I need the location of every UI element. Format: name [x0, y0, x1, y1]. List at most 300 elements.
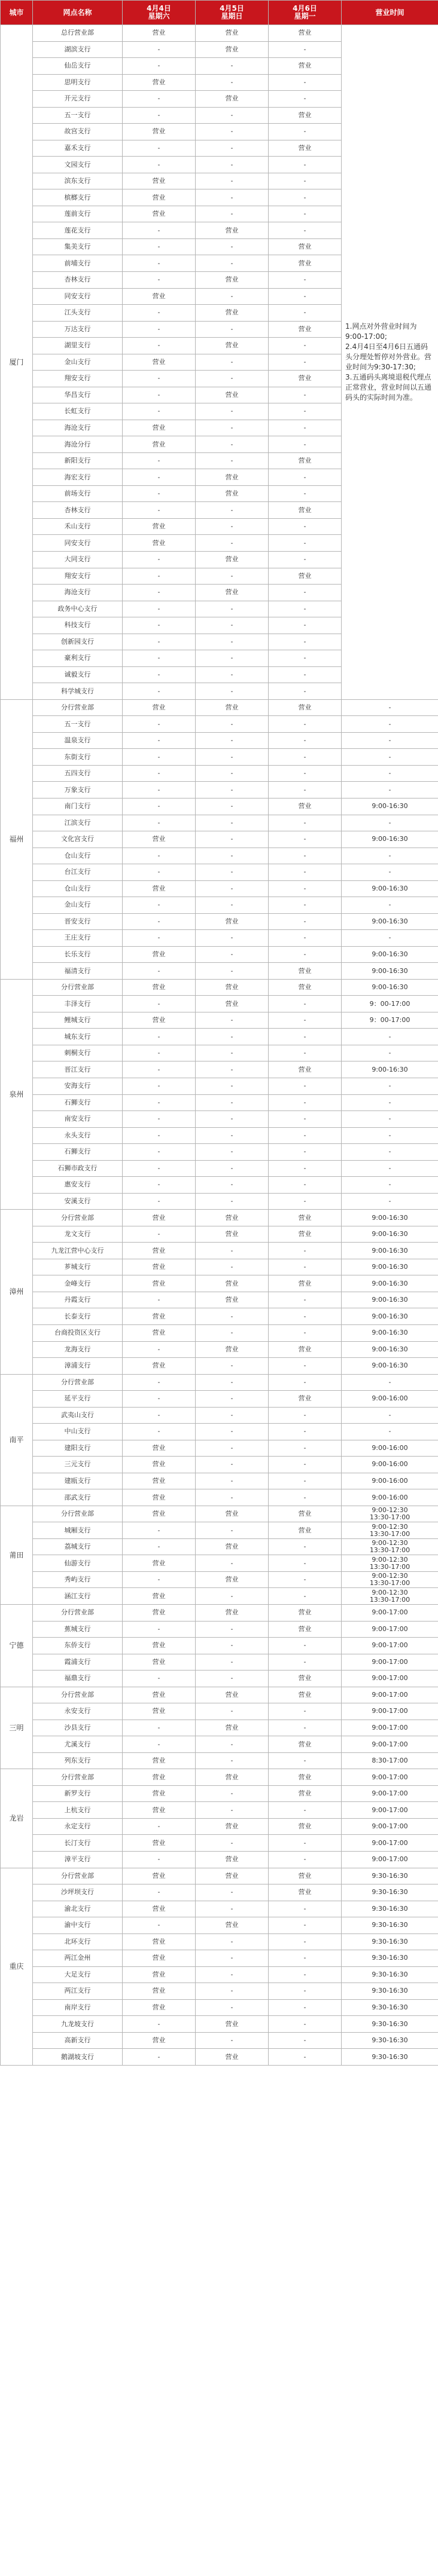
- apr5-status-cell: 营业: [196, 979, 269, 996]
- business-hours-cell: 9:00-16:30: [342, 1210, 438, 1226]
- business-hours-cell: 9:00-16:30: [342, 798, 438, 815]
- business-hours-cell: 9:00-17:00: [342, 1769, 438, 1786]
- table-row: [1, 1177, 438, 1194]
- header-apr4-weekday: 星期六: [148, 12, 170, 20]
- header-apr5-date: 4月5日: [220, 4, 244, 13]
- branch-name-cell: 海宏支行: [33, 469, 123, 486]
- apr4-status-cell: -: [123, 601, 196, 617]
- apr4-status-cell: -: [123, 1078, 196, 1095]
- apr4-status-cell: -: [123, 864, 196, 881]
- business-hours-cell: -: [342, 897, 438, 914]
- apr6-status-cell: -: [269, 1654, 342, 1671]
- apr4-status-cell: -: [123, 749, 196, 766]
- apr4-status-cell: -: [123, 782, 196, 799]
- apr4-status-cell: 营业: [123, 1654, 196, 1671]
- apr4-status-cell: 营业: [123, 831, 196, 848]
- apr5-status-cell: -: [196, 452, 269, 469]
- branch-name-cell: 华昌支行: [33, 387, 123, 403]
- branch-name-cell: 嘉禾支行: [33, 140, 123, 157]
- table-row: [1, 1736, 438, 1753]
- apr4-status-cell: 营业: [123, 420, 196, 436]
- table-row: [1, 996, 438, 1012]
- business-hours-cell: 9:30-16:30: [342, 1950, 438, 1967]
- apr4-status-cell: -: [123, 1292, 196, 1308]
- apr6-status-cell: -: [269, 173, 342, 189]
- branch-name-cell: 城东支行: [33, 1029, 123, 1045]
- table-row: [1, 1193, 438, 1210]
- branch-name-cell: 长虹支行: [33, 403, 123, 420]
- table-row: [1, 880, 438, 897]
- table-row: [1, 699, 438, 716]
- business-hours-cell: -: [342, 1111, 438, 1128]
- apr4-status-cell: -: [123, 1341, 196, 1358]
- branch-name-cell: 万象支行: [33, 782, 123, 799]
- apr6-status-cell: -: [269, 1901, 342, 1917]
- business-hours-cell: 9:00-12:30 13:30-17:00: [342, 1571, 438, 1588]
- apr4-status-cell: 营业: [123, 1555, 196, 1572]
- apr5-status-cell: 营业: [196, 1720, 269, 1736]
- apr6-status-cell: -: [269, 1802, 342, 1819]
- apr4-status-cell: 营业: [123, 1605, 196, 1622]
- business-hours-cell: -: [342, 1193, 438, 1210]
- apr6-status-cell: -: [269, 1374, 342, 1391]
- business-hours-cell: 9:00-17:00: [342, 1605, 438, 1622]
- branch-name-cell: 分行营业部: [33, 699, 123, 716]
- table-row: [1, 1901, 438, 1917]
- header-apr4-date: 4月4日: [147, 4, 171, 13]
- apr4-status-cell: 营业: [123, 1588, 196, 1605]
- branch-name-cell: 秀屿支行: [33, 1571, 123, 1588]
- apr4-status-cell: -: [123, 1177, 196, 1194]
- apr6-status-cell: 营业: [269, 1868, 342, 1884]
- table-row: [1, 1226, 438, 1243]
- apr6-status-cell: 营业: [269, 58, 342, 75]
- apr5-status-cell: -: [196, 1440, 269, 1457]
- apr4-status-cell: -: [123, 1720, 196, 1736]
- apr4-status-cell: 营业: [123, 25, 196, 42]
- apr4-status-cell: -: [123, 913, 196, 930]
- apr6-status-cell: -: [269, 518, 342, 535]
- apr6-status-cell: -: [269, 1324, 342, 1341]
- business-hours-cell: -: [342, 1094, 438, 1111]
- apr6-status-cell: 营业: [269, 963, 342, 980]
- apr4-status-cell: 营业: [123, 1012, 196, 1029]
- apr4-status-cell: -: [123, 469, 196, 486]
- apr4-status-cell: 营业: [123, 1210, 196, 1226]
- apr6-status-cell: -: [269, 189, 342, 206]
- table-row: [1, 1012, 438, 1029]
- apr4-status-cell: 营业: [123, 1950, 196, 1967]
- branch-name-cell: 政务中心支行: [33, 601, 123, 617]
- apr4-status-cell: 营业: [123, 1324, 196, 1341]
- business-hours-cell: -: [342, 699, 438, 716]
- apr6-status-cell: -: [269, 1752, 342, 1769]
- business-hours-cell: 9:00-16:30: [342, 831, 438, 848]
- city-cell: 三明: [1, 1687, 33, 1769]
- branch-name-cell: 海沧支行: [33, 420, 123, 436]
- apr5-status-cell: -: [196, 1160, 269, 1177]
- business-hours-cell: -: [342, 864, 438, 881]
- apr5-status-cell: -: [196, 946, 269, 963]
- apr5-status-cell: 营业: [196, 1917, 269, 1934]
- apr4-status-cell: 营业: [123, 1999, 196, 2016]
- apr6-status-cell: -: [269, 124, 342, 140]
- apr5-status-cell: -: [196, 1374, 269, 1391]
- branch-name-cell: 集美支行: [33, 238, 123, 255]
- branch-name-cell: 武夷山支行: [33, 1407, 123, 1424]
- table-row: [1, 1687, 438, 1703]
- table-row: [1, 1605, 438, 1622]
- city-cell: 厦门: [1, 25, 33, 700]
- city-cell: 福州: [1, 699, 33, 979]
- apr4-status-cell: 营业: [123, 1769, 196, 1786]
- apr6-status-cell: -: [269, 74, 342, 91]
- business-hours-cell: 9:00-16:30: [342, 913, 438, 930]
- apr5-status-cell: 营业: [196, 25, 269, 42]
- apr6-status-cell: -: [269, 1835, 342, 1852]
- apr4-status-cell: -: [123, 387, 196, 403]
- branch-name-cell: 尤溪支行: [33, 1736, 123, 1753]
- apr6-status-cell: -: [269, 1292, 342, 1308]
- apr4-status-cell: -: [123, 1818, 196, 1835]
- branch-name-cell: 台商投资区支行: [33, 1324, 123, 1341]
- apr6-status-cell: 营业: [269, 1061, 342, 1078]
- apr4-status-cell: -: [123, 1144, 196, 1161]
- apr5-status-cell: -: [196, 650, 269, 667]
- table-row: [1, 782, 438, 799]
- table-row: [1, 1160, 438, 1177]
- apr6-status-cell: -: [269, 1160, 342, 1177]
- branch-name-cell: 列东支行: [33, 1752, 123, 1769]
- business-hours-cell: 9:00-17:00: [342, 1671, 438, 1687]
- apr4-status-cell: -: [123, 650, 196, 667]
- apr5-status-cell: -: [196, 518, 269, 535]
- business-hours-cell: 9:00-16:30: [342, 1324, 438, 1341]
- apr4-status-cell: 营业: [123, 1983, 196, 2000]
- apr4-status-cell: 营业: [123, 979, 196, 996]
- business-hours-cell: 9:30-16:30: [342, 1999, 438, 2016]
- apr5-status-cell: -: [196, 1144, 269, 1161]
- apr6-status-cell: -: [269, 617, 342, 634]
- apr4-status-cell: 营业: [123, 1358, 196, 1375]
- apr6-status-cell: -: [269, 1078, 342, 1095]
- table-row: [1, 1358, 438, 1375]
- branch-name-cell: 前场支行: [33, 485, 123, 502]
- apr6-status-cell: -: [269, 634, 342, 650]
- business-hours-cell: -: [342, 716, 438, 733]
- apr4-status-cell: 营业: [123, 1308, 196, 1325]
- branch-name-cell: 南门支行: [33, 798, 123, 815]
- apr5-status-cell: -: [196, 1061, 269, 1078]
- apr5-status-cell: -: [196, 1243, 269, 1259]
- apr5-status-cell: -: [196, 880, 269, 897]
- apr5-status-cell: -: [196, 1029, 269, 1045]
- apr6-status-cell: -: [269, 848, 342, 864]
- table-row: [1, 1324, 438, 1341]
- business-hours-cell: 9:00-16:30: [342, 1308, 438, 1325]
- table-row: [1, 1868, 438, 1884]
- header-apr6-weekday: 星期一: [294, 12, 316, 20]
- apr5-status-cell: -: [196, 238, 269, 255]
- apr4-status-cell: -: [123, 634, 196, 650]
- apr6-status-cell: -: [269, 1489, 342, 1506]
- apr4-status-cell: -: [123, 1884, 196, 1901]
- business-hours-cell: 9:30-16:30: [342, 2049, 438, 2066]
- apr4-status-cell: -: [123, 140, 196, 157]
- apr4-status-cell: -: [123, 765, 196, 782]
- branch-name-cell: 大同支行: [33, 552, 123, 568]
- table-row: [1, 1424, 438, 1440]
- branch-name-cell: 诚毅支行: [33, 666, 123, 683]
- branch-name-cell: 石狮支行: [33, 1144, 123, 1161]
- apr4-status-cell: -: [123, 2049, 196, 2066]
- apr6-status-cell: 营业: [269, 502, 342, 519]
- branch-name-cell: 温泉支行: [33, 732, 123, 749]
- apr5-status-cell: -: [196, 782, 269, 799]
- apr6-status-cell: 营业: [269, 699, 342, 716]
- table-row: [1, 1654, 438, 1671]
- business-hours-cell: -: [342, 1045, 438, 1061]
- business-hours-cell: 9:00-17:00: [342, 1736, 438, 1753]
- apr4-status-cell: 营业: [123, 1802, 196, 1819]
- apr6-status-cell: -: [269, 354, 342, 371]
- branch-name-cell: 安海支行: [33, 1078, 123, 1095]
- table-row: [1, 1457, 438, 1473]
- apr5-status-cell: 营业: [196, 485, 269, 502]
- branch-name-cell: 上杭支行: [33, 1802, 123, 1819]
- apr6-status-cell: -: [269, 1473, 342, 1489]
- apr5-status-cell: -: [196, 749, 269, 766]
- apr4-status-cell: 营业: [123, 124, 196, 140]
- branch-name-cell: 仙游支行: [33, 1555, 123, 1572]
- apr5-status-cell: -: [196, 1555, 269, 1572]
- business-hours-cell: -: [342, 1424, 438, 1440]
- branch-name-cell: 惠安支行: [33, 1177, 123, 1194]
- business-hours-cell: 9:00-16:30: [342, 880, 438, 897]
- branch-name-cell: 芗城支行: [33, 1259, 123, 1275]
- apr6-status-cell: -: [269, 1720, 342, 1736]
- business-hours-cell: 9:00-17:00: [342, 1638, 438, 1654]
- business-hours-cell: 9:00-12:30 13:30-17:00: [342, 1538, 438, 1555]
- apr4-status-cell: -: [123, 305, 196, 322]
- apr6-status-cell: 营业: [269, 1884, 342, 1901]
- apr5-status-cell: -: [196, 815, 269, 831]
- table-row: [1, 1259, 438, 1275]
- table-row: [1, 1555, 438, 1572]
- apr5-status-cell: -: [196, 1785, 269, 1802]
- apr4-status-cell: -: [123, 58, 196, 75]
- business-hours-cell: 9:00-17:00: [342, 1687, 438, 1703]
- branch-name-cell: 高新支行: [33, 2032, 123, 2049]
- apr4-status-cell: -: [123, 502, 196, 519]
- apr4-status-cell: -: [123, 930, 196, 947]
- apr5-status-cell: -: [196, 1950, 269, 1967]
- table-row: [1, 765, 438, 782]
- apr5-status-cell: -: [196, 666, 269, 683]
- apr4-status-cell: -: [123, 1061, 196, 1078]
- apr5-status-cell: -: [196, 1588, 269, 1605]
- branch-name-cell: 三元支行: [33, 1457, 123, 1473]
- apr5-status-cell: 营业: [196, 913, 269, 930]
- apr6-status-cell: -: [269, 897, 342, 914]
- apr4-status-cell: -: [123, 897, 196, 914]
- apr4-status-cell: -: [123, 1374, 196, 1391]
- apr5-status-cell: -: [196, 1308, 269, 1325]
- apr6-status-cell: -: [269, 2016, 342, 2033]
- branch-name-cell: 九龙坡支行: [33, 2016, 123, 2033]
- business-hours-cell: -: [342, 782, 438, 799]
- apr4-status-cell: 营业: [123, 436, 196, 453]
- branch-name-cell: 东侨支行: [33, 1638, 123, 1654]
- branch-name-cell: 建阳支行: [33, 1440, 123, 1457]
- branch-name-cell: 丰泽支行: [33, 996, 123, 1012]
- apr4-status-cell: -: [123, 1094, 196, 1111]
- branch-name-cell: 鹅湖坡支行: [33, 2049, 123, 2066]
- apr4-status-cell: -: [123, 485, 196, 502]
- branch-name-cell: 分行营业部: [33, 1687, 123, 1703]
- apr4-status-cell: 营业: [123, 206, 196, 222]
- apr5-status-cell: -: [196, 1324, 269, 1341]
- apr6-status-cell: -: [269, 288, 342, 305]
- table-row: [1, 2032, 438, 2049]
- branch-name-cell: 创新园支行: [33, 634, 123, 650]
- business-hours-cell: 9:00-17:00: [342, 1835, 438, 1852]
- apr5-status-cell: -: [196, 58, 269, 75]
- table-row: [1, 1671, 438, 1687]
- apr6-status-cell: -: [269, 1111, 342, 1128]
- business-hours-cell: 9:00-16:30: [342, 1226, 438, 1243]
- apr6-status-cell: -: [269, 683, 342, 700]
- branch-name-cell: 蕉城支行: [33, 1621, 123, 1638]
- business-hours-cell: 9:00-12:30 13:30-17:00: [342, 1506, 438, 1522]
- apr5-status-cell: -: [196, 634, 269, 650]
- apr4-status-cell: 营业: [123, 173, 196, 189]
- apr5-status-cell: -: [196, 831, 269, 848]
- branch-name-cell: 杏林支行: [33, 271, 123, 288]
- business-hours-cell: 9:00-17:00: [342, 1654, 438, 1671]
- apr6-status-cell: 营业: [269, 1522, 342, 1539]
- apr4-status-cell: -: [123, 238, 196, 255]
- apr5-status-cell: -: [196, 1473, 269, 1489]
- business-hours-cell: 9:30-16:30: [342, 1966, 438, 1983]
- apr6-status-cell: -: [269, 1012, 342, 1029]
- table-row: [1, 1094, 438, 1111]
- branch-name-cell: 江滨支行: [33, 815, 123, 831]
- table-row: [1, 732, 438, 749]
- apr6-status-cell: -: [269, 1358, 342, 1375]
- apr6-status-cell: -: [269, 1999, 342, 2016]
- apr4-status-cell: -: [123, 1029, 196, 1045]
- apr5-status-cell: -: [196, 963, 269, 980]
- apr6-status-cell: -: [269, 1917, 342, 1934]
- apr5-status-cell: -: [196, 1802, 269, 1819]
- apr6-status-cell: -: [269, 91, 342, 108]
- table-row: [1, 815, 438, 831]
- apr6-status-cell: -: [269, 1127, 342, 1144]
- apr4-status-cell: -: [123, 452, 196, 469]
- apr4-status-cell: -: [123, 1522, 196, 1539]
- table-row: [1, 1029, 438, 1045]
- table-row: [1, 1127, 438, 1144]
- branch-name-cell: 金山支行: [33, 897, 123, 914]
- branch-name-cell: 前埔支行: [33, 255, 123, 272]
- table-row: [1, 716, 438, 733]
- apr5-status-cell: -: [196, 1703, 269, 1720]
- apr4-status-cell: 营业: [123, 880, 196, 897]
- apr5-status-cell: -: [196, 1752, 269, 1769]
- table-row: [1, 1275, 438, 1292]
- city-cell: 南平: [1, 1374, 33, 1506]
- table-row: [1, 749, 438, 766]
- branch-name-cell: 长泰支行: [33, 1308, 123, 1325]
- branch-name-cell: 南安支行: [33, 1111, 123, 1128]
- apr6-status-cell: -: [269, 1555, 342, 1572]
- apr4-status-cell: -: [123, 1736, 196, 1753]
- table-row: [1, 1785, 438, 1802]
- table-row: [1, 1884, 438, 1901]
- apr6-status-cell: -: [269, 601, 342, 617]
- apr6-status-cell: -: [269, 946, 342, 963]
- business-hours-cell: 9:00-17:00: [342, 1851, 438, 1868]
- branch-name-cell: 金峰支行: [33, 1275, 123, 1292]
- apr5-status-cell: 营业: [196, 1210, 269, 1226]
- apr5-status-cell: -: [196, 1884, 269, 1901]
- branch-name-cell: 故宫支行: [33, 124, 123, 140]
- apr6-status-cell: 营业: [269, 1506, 342, 1522]
- apr6-status-cell: 营业: [269, 238, 342, 255]
- apr6-status-cell: -: [269, 2049, 342, 2066]
- apr4-status-cell: 营业: [123, 1687, 196, 1703]
- table-row: [1, 1917, 438, 1934]
- apr5-status-cell: 营业: [196, 2049, 269, 2066]
- apr6-status-cell: -: [269, 420, 342, 436]
- apr4-status-cell: 营业: [123, 518, 196, 535]
- apr6-status-cell: -: [269, 2032, 342, 2049]
- branch-name-cell: 晋安支行: [33, 913, 123, 930]
- branch-name-cell: 晋江支行: [33, 1061, 123, 1078]
- city-cell: 重庆: [1, 1868, 33, 2065]
- apr5-status-cell: 营业: [196, 2016, 269, 2033]
- apr6-status-cell: -: [269, 535, 342, 552]
- table-row: [1, 831, 438, 848]
- apr4-status-cell: 营业: [123, 1473, 196, 1489]
- table-row: [1, 1933, 438, 1950]
- apr5-status-cell: -: [196, 1078, 269, 1095]
- business-hours-cell: 9:00-12:30 13:30-17:00: [342, 1588, 438, 1605]
- apr5-status-cell: -: [196, 1522, 269, 1539]
- apr5-status-cell: -: [196, 568, 269, 585]
- branch-name-cell: 仓山支行: [33, 880, 123, 897]
- table-body: [1, 25, 438, 2066]
- apr5-status-cell: -: [196, 157, 269, 173]
- apr6-status-cell: 营业: [269, 452, 342, 469]
- apr6-status-cell: 营业: [269, 979, 342, 996]
- apr6-status-cell: -: [269, 1193, 342, 1210]
- apr4-status-cell: -: [123, 1917, 196, 1934]
- apr4-status-cell: 营业: [123, 535, 196, 552]
- branch-name-cell: 新罗支行: [33, 1785, 123, 1802]
- table-row: [1, 1571, 438, 1588]
- apr4-status-cell: -: [123, 1538, 196, 1555]
- branch-name-cell: 永头支行: [33, 1127, 123, 1144]
- apr6-status-cell: -: [269, 930, 342, 947]
- apr5-status-cell: -: [196, 1966, 269, 1983]
- table-row: [1, 1802, 438, 1819]
- apr5-status-cell: 营业: [196, 1687, 269, 1703]
- apr4-status-cell: -: [123, 1671, 196, 1687]
- apr6-status-cell: 营业: [269, 1226, 342, 1243]
- apr4-status-cell: -: [123, 41, 196, 58]
